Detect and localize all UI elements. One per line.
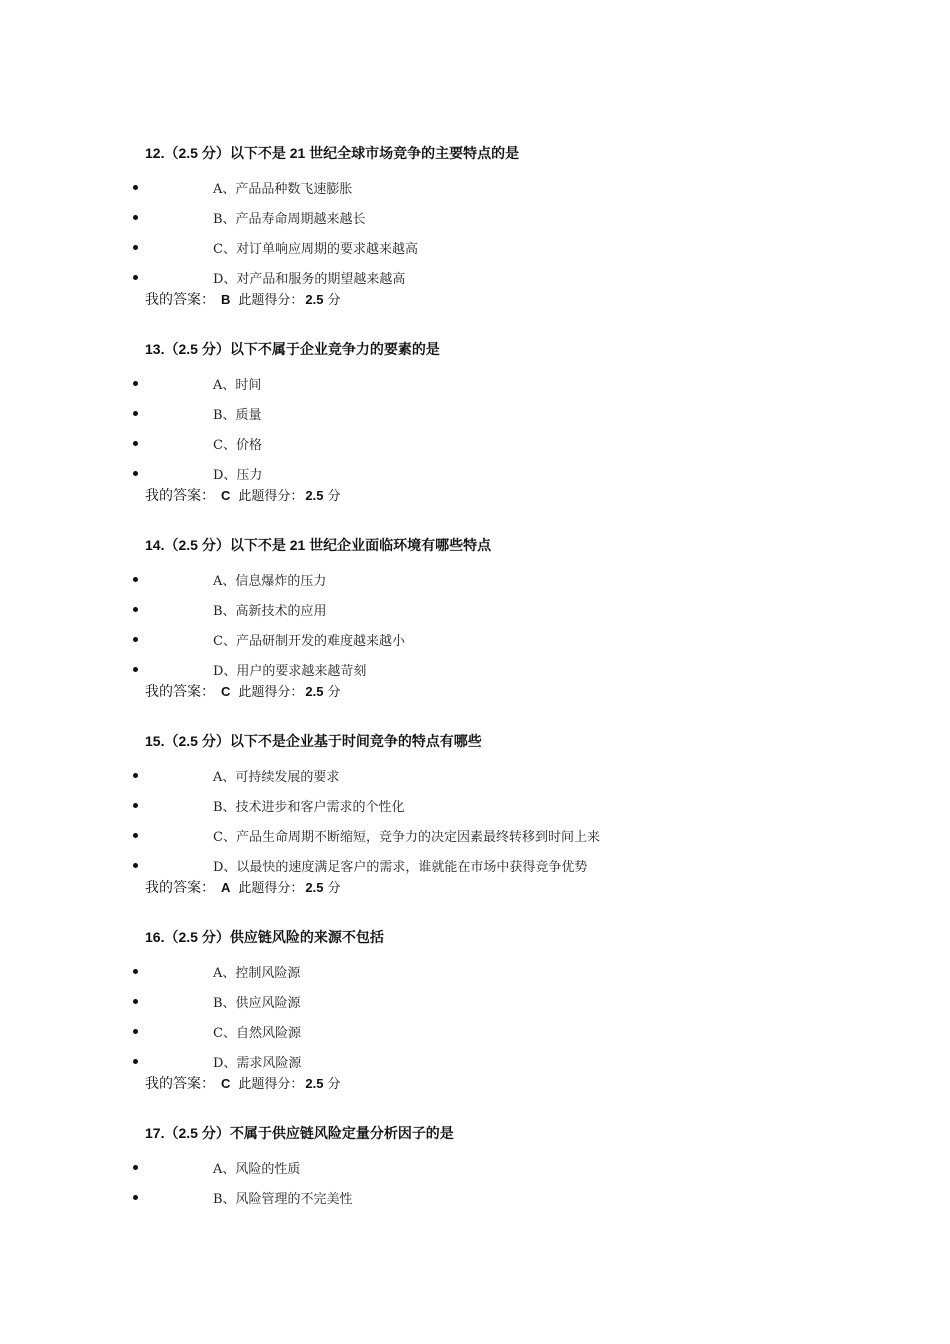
option-item	[0, 992, 950, 1014]
option-text: C、产品生命周期不断缩短，竞争力的决定因素最终转移到时间上来	[213, 830, 600, 845]
option-text: B、产品寿命周期越来越长	[213, 212, 366, 227]
option-item	[0, 856, 950, 878]
option-item	[0, 962, 950, 984]
score-value: 2.5	[305, 880, 324, 895]
answer-label: 我的答案：	[145, 1076, 215, 1092]
answer-value: B	[221, 292, 231, 307]
option-item	[0, 434, 950, 456]
answer-line	[145, 485, 341, 505]
score-unit: 分	[327, 489, 341, 504]
bullet-icon	[133, 245, 138, 250]
option-text: C、价格	[213, 438, 262, 453]
answer-label: 我的答案：	[145, 488, 215, 504]
option-text: B、技术进步和客户需求的个性化	[213, 800, 405, 815]
score-unit: 分	[327, 881, 341, 896]
score-label: 此题得分：	[238, 489, 304, 504]
bullet-icon	[133, 667, 138, 672]
bullet-icon	[133, 381, 138, 386]
option-item	[0, 630, 950, 652]
answer-line	[145, 877, 341, 897]
score-unit: 分	[327, 293, 341, 308]
option-item	[0, 570, 950, 592]
option-text: A、信息爆炸的压力	[213, 574, 327, 589]
question-title: 15.（2.5 分）以下不是企业基于时间竞争的特点有哪些	[145, 733, 482, 749]
option-item	[0, 766, 950, 788]
bullet-icon	[133, 969, 138, 974]
bullet-icon	[133, 441, 138, 446]
option-text: D、需求风险源	[213, 1056, 302, 1071]
score-value: 2.5	[305, 488, 324, 503]
answer-value: C	[221, 1076, 231, 1091]
answer-label: 我的答案：	[145, 684, 215, 700]
option-item	[0, 1188, 950, 1210]
answer-line	[145, 289, 341, 309]
bullet-icon	[133, 411, 138, 416]
question-title: 13.（2.5 分）以下不属于企业竞争力的要素的是	[145, 341, 440, 357]
question-title: 16.（2.5 分）供应链风险的来源不包括	[145, 929, 384, 945]
option-text: B、高新技术的应用	[213, 604, 327, 619]
option-item	[0, 660, 950, 682]
answer-value: C	[221, 684, 231, 699]
bullet-icon	[133, 607, 138, 612]
score-value: 2.5	[305, 1076, 324, 1091]
option-item	[0, 1022, 950, 1044]
bullet-icon	[133, 577, 138, 582]
option-text: A、风险的性质	[213, 1162, 301, 1177]
option-item	[0, 208, 950, 230]
option-item	[0, 238, 950, 260]
option-item	[0, 1052, 950, 1074]
score-label: 此题得分：	[238, 293, 304, 308]
score-label: 此题得分：	[238, 1077, 304, 1092]
score-value: 2.5	[305, 684, 324, 699]
answer-value: C	[221, 488, 231, 503]
answer-label: 我的答案：	[145, 880, 215, 896]
bullet-icon	[133, 1059, 138, 1064]
bullet-icon	[133, 1195, 138, 1200]
bullet-icon	[133, 999, 138, 1004]
option-item	[0, 374, 950, 396]
option-text: D、以最快的速度满足客户的需求，谁就能在市场中获得竞争优势	[213, 860, 588, 875]
bullet-icon	[133, 637, 138, 642]
option-text: A、控制风险源	[213, 966, 301, 981]
score-unit: 分	[327, 1077, 341, 1092]
option-text: A、产品品种数飞速膨胀	[213, 182, 353, 197]
answer-value: A	[221, 880, 231, 895]
bullet-icon	[133, 185, 138, 190]
bullet-icon	[133, 833, 138, 838]
bullet-icon	[133, 803, 138, 808]
option-text: D、对产品和服务的期望越来越高	[213, 272, 406, 287]
option-text: C、对订单响应周期的要求越来越高	[213, 242, 418, 257]
option-text: D、压力	[213, 468, 263, 483]
option-item	[0, 268, 950, 290]
score-label: 此题得分：	[238, 881, 304, 896]
option-item	[0, 1158, 950, 1180]
option-text: A、可持续发展的要求	[213, 770, 340, 785]
option-text: B、供应风险源	[213, 996, 301, 1011]
option-item	[0, 464, 950, 486]
option-item	[0, 404, 950, 426]
option-text: B、风险管理的不完美性	[213, 1192, 353, 1207]
option-item	[0, 826, 950, 848]
question-title: 14.（2.5 分）以下不是 21 世纪企业面临环境有哪些特点	[145, 537, 492, 553]
score-unit: 分	[327, 685, 341, 700]
answer-label: 我的答案：	[145, 292, 215, 308]
option-text: A、时间	[213, 378, 262, 393]
answer-line	[145, 1073, 341, 1093]
bullet-icon	[133, 1165, 138, 1170]
bullet-icon	[133, 471, 138, 476]
option-text: C、自然风险源	[213, 1026, 301, 1041]
bullet-icon	[133, 215, 138, 220]
option-text: B、质量	[213, 408, 262, 423]
score-label: 此题得分：	[238, 685, 304, 700]
option-text: C、产品研制开发的难度越来越小	[213, 634, 405, 649]
bullet-icon	[133, 773, 138, 778]
score-value: 2.5	[305, 292, 324, 307]
option-item	[0, 178, 950, 200]
option-item	[0, 796, 950, 818]
bullet-icon	[133, 863, 138, 868]
option-text: D、用户的要求越来越苛刻	[213, 664, 367, 679]
option-item	[0, 600, 950, 622]
question-title: 17.（2.5 分）不属于供应链风险定量分析因子的是	[145, 1125, 454, 1141]
bullet-icon	[133, 275, 138, 280]
bullet-icon	[133, 1029, 138, 1034]
answer-line	[145, 681, 341, 701]
question-title: 12.（2.5 分）以下不是 21 世纪全球市场竞争的主要特点的是	[145, 145, 520, 161]
